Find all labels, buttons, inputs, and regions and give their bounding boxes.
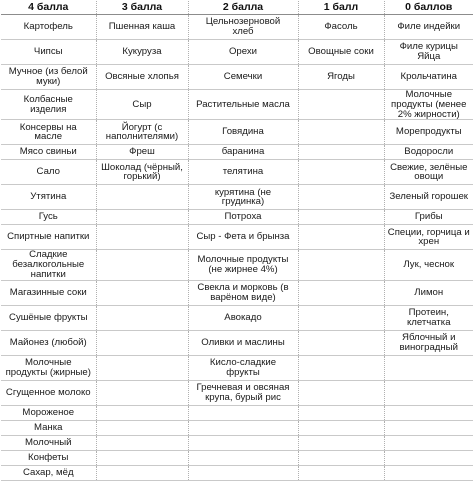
table-cell: Водоросли	[384, 145, 473, 160]
table-row	[1, 90, 473, 120]
table-row	[1, 305, 473, 330]
table-row	[1, 120, 473, 145]
table-cell	[188, 420, 298, 435]
table-cell: Мясо свиньи	[1, 145, 96, 160]
table-cell	[96, 185, 188, 210]
table-cell: курятина (не грудинка)	[188, 185, 298, 210]
table-cell	[298, 305, 384, 330]
table-row	[1, 330, 473, 355]
table-cell: Пшенная каша	[96, 15, 188, 40]
table-row	[1, 465, 473, 480]
table-cell	[188, 405, 298, 420]
table-cell: Гречневая и овсяная крупа, бурый рис	[188, 380, 298, 405]
header-2-points: 2 балла	[188, 1, 298, 15]
table-cell	[298, 465, 384, 480]
table-cell	[96, 465, 188, 480]
table-cell	[298, 450, 384, 465]
table-row	[1, 435, 473, 450]
table-cell: Растительные масла	[188, 90, 298, 120]
table-cell: Филе курицы Яйца	[384, 40, 473, 65]
header-0-points: 0 баллов	[384, 1, 473, 15]
table-cell: Сахар, мёд	[1, 465, 96, 480]
table-cell	[384, 380, 473, 405]
table-cell: Сыр	[96, 90, 188, 120]
table-cell	[298, 90, 384, 120]
table-cell: Филе индейки	[384, 15, 473, 40]
table-cell: Манка	[1, 420, 96, 435]
table-row	[1, 450, 473, 465]
table-cell: Яблочный и виноградный	[384, 330, 473, 355]
table-cell: Молочные продукты (менее 2% жирности)	[384, 90, 473, 120]
table-cell: Кисло-сладкие фрукты	[188, 355, 298, 380]
table-row	[1, 185, 473, 210]
table-row	[1, 145, 473, 160]
table-cell	[384, 450, 473, 465]
table-cell: Оливки и маслины	[188, 330, 298, 355]
table-cell: Лук, чеснок	[384, 250, 473, 280]
table-cell: Сыр - Фета и брынза	[188, 225, 298, 250]
header-3-points: 3 балла	[96, 1, 188, 15]
table-cell	[298, 355, 384, 380]
table-cell: Мучное (из белой муки)	[1, 65, 96, 90]
table-cell: Протеин, клетчатка	[384, 305, 473, 330]
table-cell: Сгущенное молоко	[1, 380, 96, 405]
table-cell: Свекла и морковь (в варёном виде)	[188, 280, 298, 305]
table-cell	[298, 145, 384, 160]
table-cell	[96, 405, 188, 420]
table-cell	[298, 435, 384, 450]
table-cell: Овощные соки	[298, 40, 384, 65]
table-cell	[96, 420, 188, 435]
table-cell: Морепродукты	[384, 120, 473, 145]
table-row	[1, 225, 473, 250]
table-cell: Сало	[1, 160, 96, 185]
table-cell	[384, 405, 473, 420]
table-cell	[298, 420, 384, 435]
table-cell	[384, 355, 473, 380]
table-row	[1, 210, 473, 225]
table-cell: Чипсы	[1, 40, 96, 65]
table-cell	[298, 160, 384, 185]
table-cell: Картофель	[1, 15, 96, 40]
table-cell	[96, 330, 188, 355]
table-cell: Спиртные напитки	[1, 225, 96, 250]
table-row	[1, 250, 473, 280]
table-cell	[298, 280, 384, 305]
table-row	[1, 405, 473, 420]
table-cell: Кукуруза	[96, 40, 188, 65]
table-cell: Сладкие безалкогольные напитки	[1, 250, 96, 280]
table-cell: Колбасные изделия	[1, 90, 96, 120]
table-cell: Шоколад (чёрный, горький)	[96, 160, 188, 185]
header-row	[1, 1, 473, 15]
table-cell	[96, 225, 188, 250]
table-cell	[188, 435, 298, 450]
table-cell: Йогурт (с наполнителями)	[96, 120, 188, 145]
table-cell	[384, 420, 473, 435]
table-cell: Магазинные соки	[1, 280, 96, 305]
table-cell: Потроха	[188, 210, 298, 225]
table-cell: Свежие, зелёные овощи	[384, 160, 473, 185]
table-cell: Авокадо	[188, 305, 298, 330]
table-cell	[298, 405, 384, 420]
table-row	[1, 380, 473, 405]
table-cell: Конфеты	[1, 450, 96, 465]
table-cell	[298, 120, 384, 145]
table-cell	[96, 305, 188, 330]
header-4-points: 4 балла	[1, 1, 96, 15]
table-cell: Зеленый горошек	[384, 185, 473, 210]
table-cell: Мороженое	[1, 405, 96, 420]
table-cell: Грибы	[384, 210, 473, 225]
table-cell: Фасоль	[298, 15, 384, 40]
table-cell	[188, 450, 298, 465]
table-row	[1, 160, 473, 185]
table-cell	[188, 465, 298, 480]
table-cell: баранина	[188, 145, 298, 160]
table-cell	[96, 250, 188, 280]
table-cell	[298, 250, 384, 280]
table-row	[1, 280, 473, 305]
table-cell	[298, 225, 384, 250]
table-cell: Ягоды	[298, 65, 384, 90]
table-cell: Молочные продукты (не жирнее 4%)	[188, 250, 298, 280]
table-cell: Лимон	[384, 280, 473, 305]
table-cell: Крольчатина	[384, 65, 473, 90]
table-cell	[96, 280, 188, 305]
food-points-table	[1, 1, 473, 481]
table-cell: Молочный	[1, 435, 96, 450]
table-row	[1, 15, 473, 40]
table-cell	[298, 330, 384, 355]
table-row	[1, 355, 473, 380]
table-cell: Майонез (любой)	[1, 330, 96, 355]
header-1-point: 1 балл	[298, 1, 384, 15]
table-cell	[96, 450, 188, 465]
table-cell	[384, 435, 473, 450]
table-cell	[96, 210, 188, 225]
table-cell: Утятина	[1, 185, 96, 210]
table-cell	[96, 380, 188, 405]
table-cell: Специи, горчица и хрен	[384, 225, 473, 250]
table-cell	[298, 380, 384, 405]
table-cell: Орехи	[188, 40, 298, 65]
table-row	[1, 65, 473, 90]
table-cell: Гусь	[1, 210, 96, 225]
table-cell	[298, 210, 384, 225]
table-cell	[384, 465, 473, 480]
table-cell: Сушёные фрукты	[1, 305, 96, 330]
table-body	[1, 15, 473, 481]
table-row	[1, 40, 473, 65]
table-cell: Консервы на масле	[1, 120, 96, 145]
table-cell: телятина	[188, 160, 298, 185]
table-cell: Цельнозерновой хлеб	[188, 15, 298, 40]
table-cell	[298, 185, 384, 210]
table-cell: Говядина	[188, 120, 298, 145]
table-cell	[96, 435, 188, 450]
table-cell: Семечки	[188, 65, 298, 90]
table-cell: Молочные продукты (жирные)	[1, 355, 96, 380]
table-cell	[96, 355, 188, 380]
table-cell: Овсяные хлопья	[96, 65, 188, 90]
table-cell: Фреш	[96, 145, 188, 160]
table-row	[1, 420, 473, 435]
